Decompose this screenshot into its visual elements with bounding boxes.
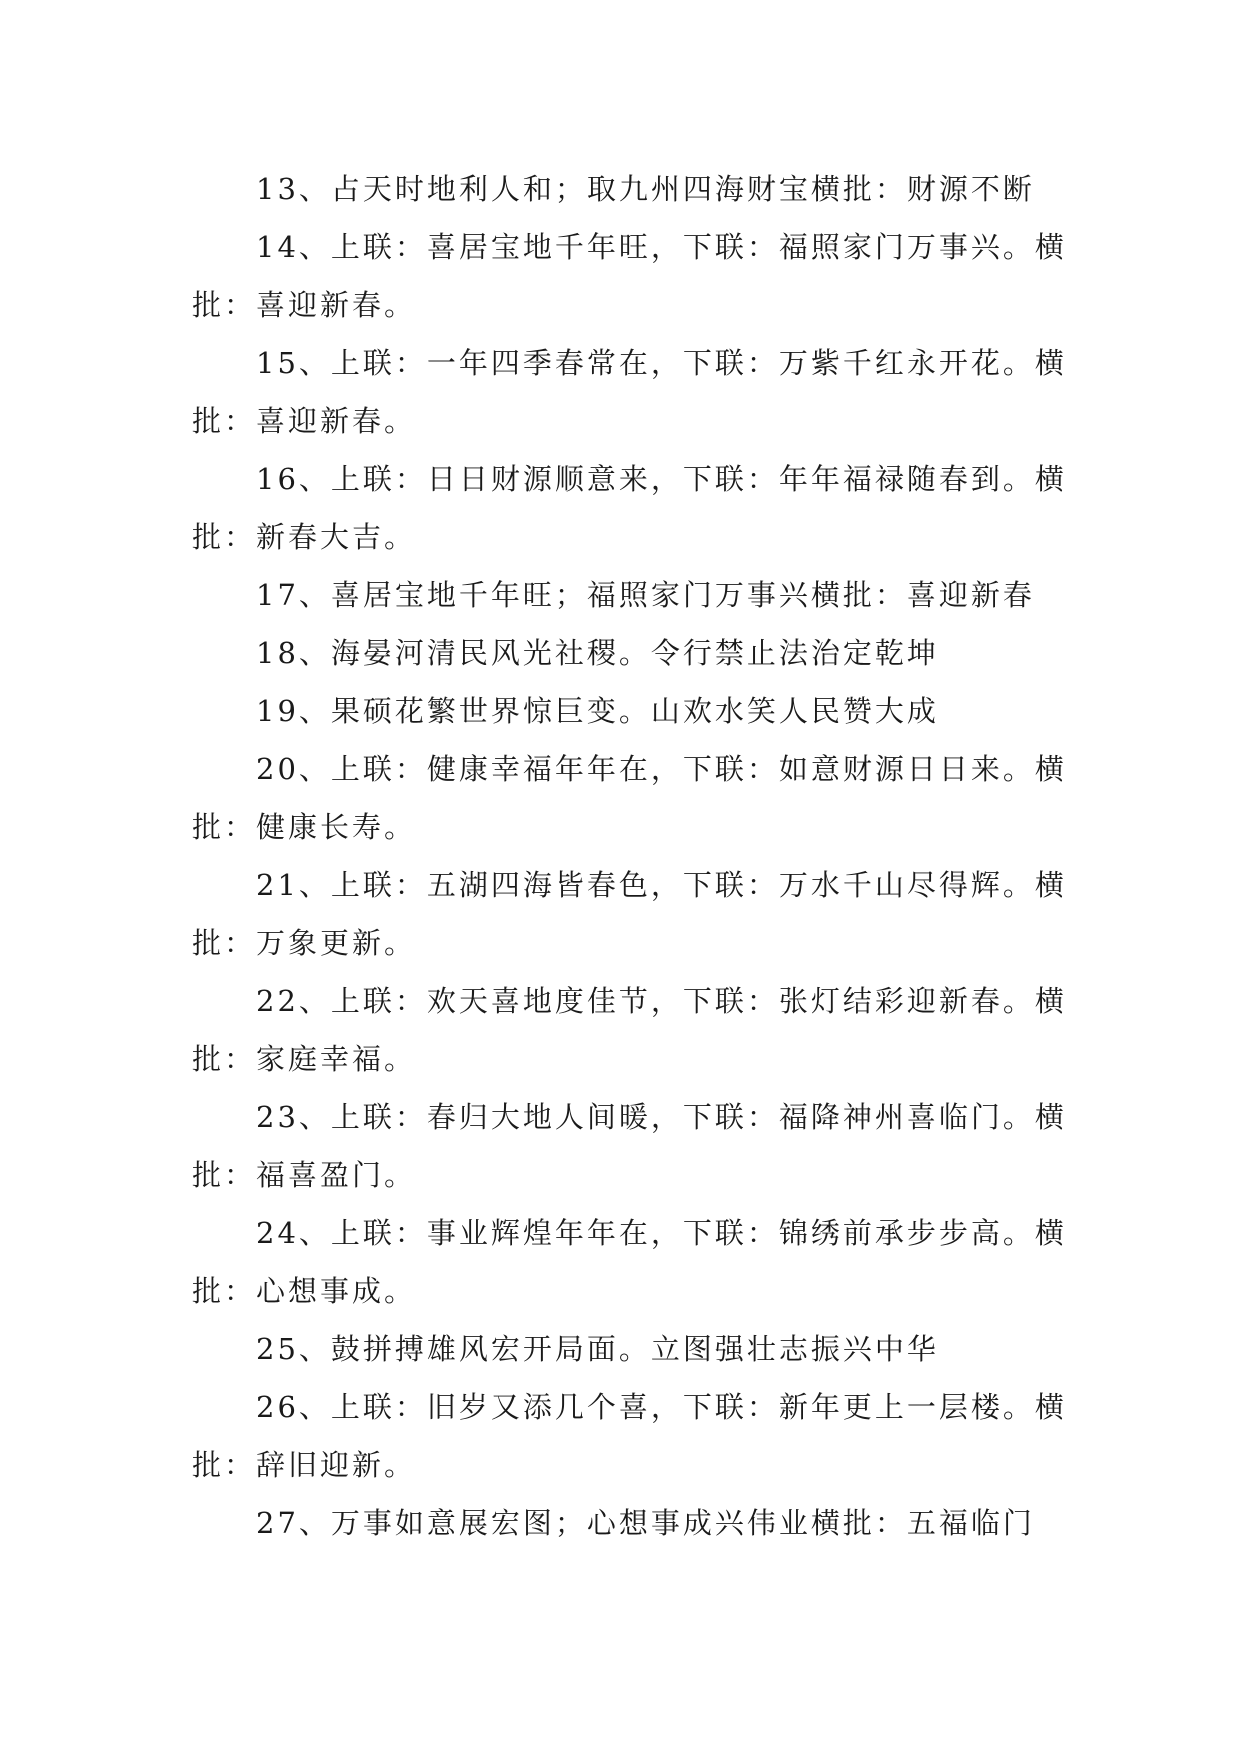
couplet-paragraph-21: 21、上联：五湖四海皆春色，下联：万水千山尽得辉。横批：万象更新。	[192, 868, 1067, 960]
couplet-paragraph-16: 16、上联：日日财源顺意来，下联：年年福禄随春到。横批：新春大吉。	[192, 462, 1067, 554]
couplet-paragraph-20: 20、上联：健康幸福年年在，下联：如意财源日日来。横批：健康长寿。	[192, 752, 1067, 844]
couplet-paragraph-18: 18、海晏河清民风光社稷。令行禁止法治定乾坤	[256, 636, 939, 670]
couplet-paragraph-23: 23、上联：春归大地人间暖，下联：福降神州喜临门。横批：福喜盈门。	[192, 1100, 1067, 1192]
couplet-paragraph-14: 14、上联：喜居宝地千年旺，下联：福照家门万事兴。横批：喜迎新春。	[192, 230, 1067, 322]
couplet-paragraph-17: 17、喜居宝地千年旺；福照家门万事兴横批：喜迎新春	[256, 578, 1035, 612]
couplet-paragraph-25: 25、鼓拼搏雄风宏开局面。立图强壮志振兴中华	[256, 1332, 939, 1366]
couplet-paragraph-22: 22、上联：欢天喜地度佳节，下联：张灯结彩迎新春。横批：家庭幸福。	[192, 984, 1067, 1076]
couplet-paragraph-24: 24、上联：事业辉煌年年在，下联：锦绣前承步步高。横批：心想事成。	[192, 1216, 1067, 1308]
couplet-paragraph-19: 19、果硕花繁世界惊巨变。山欢水笑人民赞大成	[256, 694, 939, 728]
couplet-paragraph-27: 27、万事如意展宏图；心想事成兴伟业横批：五福临门	[256, 1506, 1035, 1540]
document-body	[192, 160, 1072, 1552]
couplet-paragraph-26: 26、上联：旧岁又添几个喜，下联：新年更上一层楼。横批：辞旧迎新。	[192, 1390, 1067, 1482]
couplet-paragraph-15: 15、上联：一年四季春常在，下联：万紫千红永开花。横批：喜迎新春。	[192, 346, 1067, 438]
couplet-paragraph-13: 13、占天时地利人和；取九州四海财宝横批：财源不断	[256, 172, 1035, 206]
